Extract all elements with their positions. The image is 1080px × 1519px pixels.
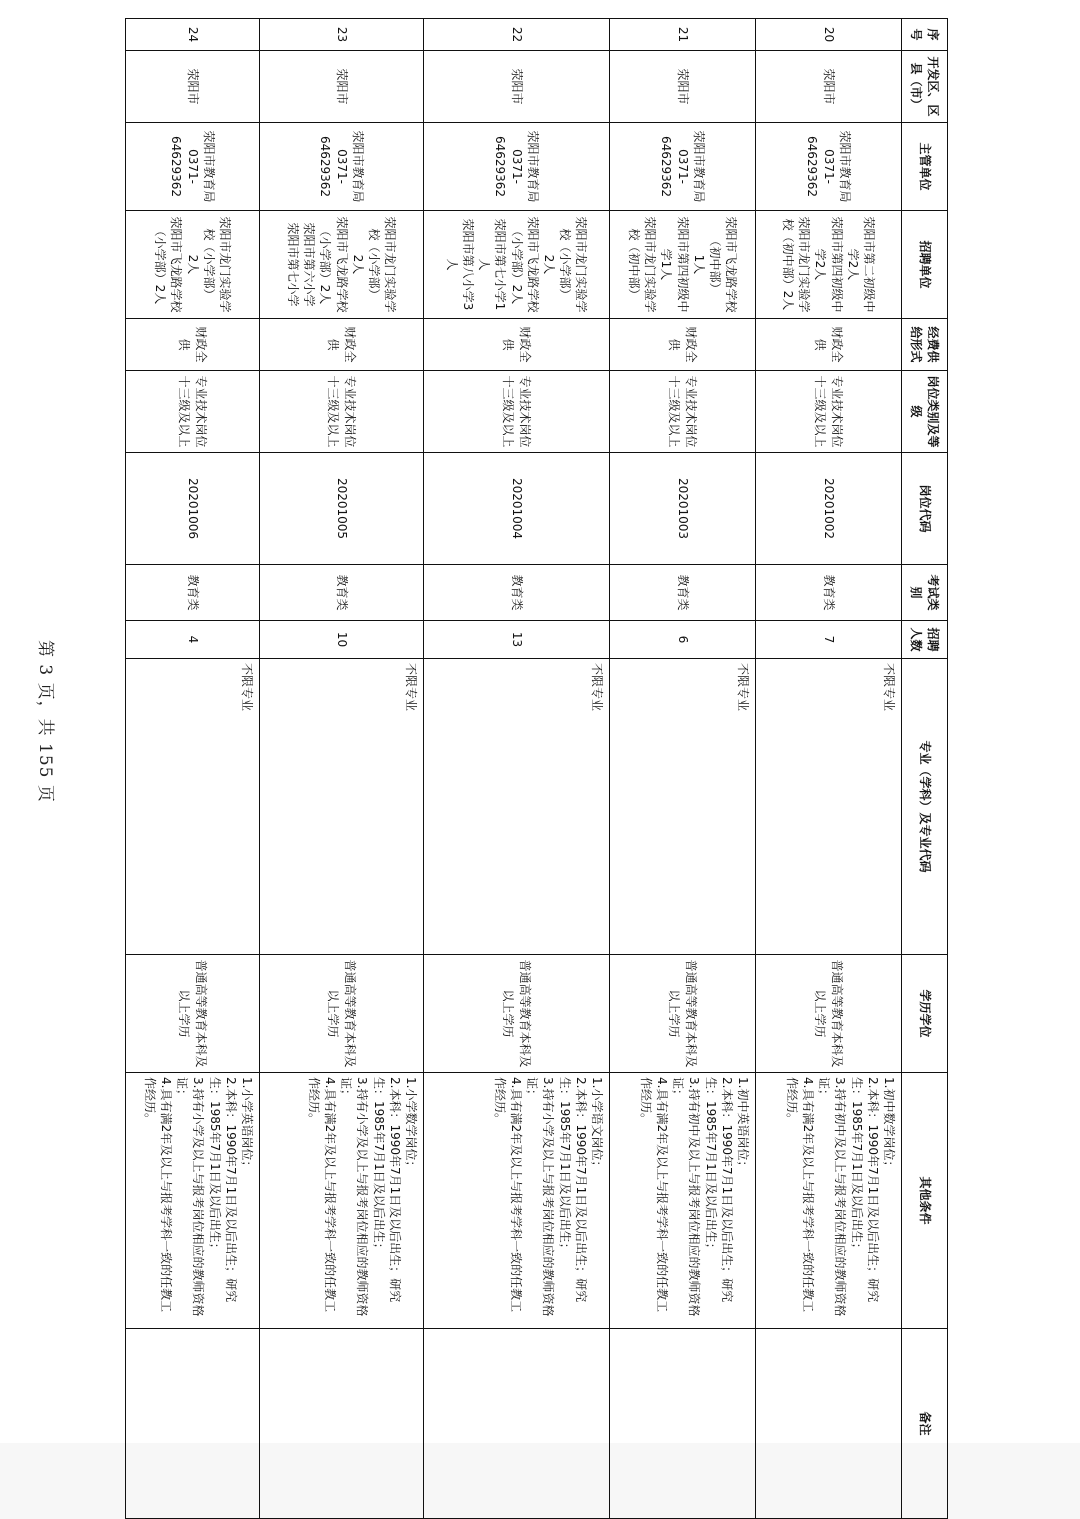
page-number: 第 3 页，共 155 页 [35, 640, 55, 803]
cell-authority: 荥阳市教育局 0371- 64629362 [126, 123, 260, 211]
cell-post-code: 20201005 [260, 453, 424, 565]
header-education: 学历学位 [902, 955, 948, 1073]
cell-post-type: 专业技术岗位十三级及以上 [424, 371, 610, 453]
cell-education: 普通高等教育本科及以上学历 [756, 955, 902, 1073]
cell-district: 荥阳市 [756, 51, 902, 123]
cell-authority: 荥阳市教育局 0371- 64629362 [260, 123, 424, 211]
cell-other: 1.小学数学岗位； 2.本科：1990年7月1日及以后出生；研究生：1985年7月1日及以后出生； 3.持有小学及以上与报考岗位相应的教师资格证； 4.具有满2年及以上与报考学科一致的任教工作经历。 [260, 1073, 424, 1329]
cell-unit: 荥阳市第二初级中学2人 荥阳市第四初级中学2人 荥阳市龙门实验学校（初中部）2人 [756, 211, 902, 319]
header-row [902, 19, 948, 1519]
header-note: 备注 [902, 1329, 948, 1519]
cell-seq: 21 [610, 19, 756, 51]
cell-education: 普通高等教育本科及以上学历 [126, 955, 260, 1073]
table-row [610, 19, 756, 1519]
cell-other: 1.小学英语岗位； 2.本科：1990年7月1日及以后出生；研究生：1985年7月1日及以后出生； 3.持有小学及以上与报考岗位相应的教师资格证； 4.具有满2年及以上与报考学科一致的任教工作经历。 [126, 1073, 260, 1329]
header-district: 开发区、区县（市） [902, 51, 948, 123]
cell-post-code: 20201003 [610, 453, 756, 565]
cell-funding: 财政全供 [126, 319, 260, 371]
cell-exam-type: 教育类 [126, 565, 260, 621]
table-row [260, 19, 424, 1519]
cell-district: 荥阳市 [260, 51, 424, 123]
header-exam-type: 考试类别 [902, 565, 948, 621]
cell-post-type: 专业技术岗位十三级及以上 [260, 371, 424, 453]
page-footer [36, 640, 76, 840]
cell-unit: 荥阳市龙门实验学校（小学部） 2人 荥阳市飞龙路学校（小学部）2人 荥阳市第七小学1人 荥阳市第八小学3人 [424, 211, 610, 319]
table-row [756, 19, 902, 1519]
cell-unit: 荥阳市龙门实验学校（小学部） 2人 荥阳市飞龙路学校（小学部）2人 荥阳市第六小学 荥阳市第七小学 [260, 211, 424, 319]
rotated-table-container [126, 18, 948, 1436]
cell-post-type: 专业技术岗位十三级及以上 [610, 371, 756, 453]
cell-unit: 荥阳市飞龙路学校（初中部） 1人 荥阳市第四初级中学1人 荥阳市龙门实验学校（初中部） [610, 211, 756, 319]
cell-note [126, 1329, 260, 1519]
cell-note [424, 1329, 610, 1519]
cell-major: 不限专业 [756, 659, 902, 955]
header-major: 专业（学科）及专业代码 [902, 659, 948, 955]
cell-unit: 荥阳市龙门实验学校（小学部） 2人 荥阳市飞龙路学校（小学部）2人 [126, 211, 260, 319]
cell-education: 普通高等教育本科及以上学历 [610, 955, 756, 1073]
cell-exam-type: 教育类 [756, 565, 902, 621]
header-funding: 经费供给形式 [902, 319, 948, 371]
cell-major: 不限专业 [260, 659, 424, 955]
cell-note [260, 1329, 424, 1519]
cell-district: 荥阳市 [424, 51, 610, 123]
cell-seq: 23 [260, 19, 424, 51]
cell-post-code: 20201002 [756, 453, 902, 565]
cell-count: 13 [424, 621, 610, 659]
recruitment-table [125, 18, 948, 1519]
cell-district: 荥阳市 [610, 51, 756, 123]
header-authority: 主管单位 [902, 123, 948, 211]
cell-education: 普通高等教育本科及以上学历 [424, 955, 610, 1073]
cell-other: 1.初中英语岗位； 2.本科：1990年7月1日及以后出生；研究生：1985年7月1日及以后出生； 3.持有初中及以上与报考岗位相应的教师资格证； 4.具有满2年及以上与报考学科一致的任教工作经历。 [610, 1073, 756, 1329]
cell-count: 6 [610, 621, 756, 659]
header-other: 其他条件 [902, 1073, 948, 1329]
cell-major: 不限专业 [424, 659, 610, 955]
cell-exam-type: 教育类 [260, 565, 424, 621]
table-row [424, 19, 610, 1519]
cell-seq: 22 [424, 19, 610, 51]
cell-count: 4 [126, 621, 260, 659]
cell-funding: 财政全供 [610, 319, 756, 371]
header-post-type: 岗位类别及等级 [902, 371, 948, 453]
cell-funding: 财政全供 [260, 319, 424, 371]
cell-funding: 财政全供 [756, 319, 902, 371]
cell-count: 10 [260, 621, 424, 659]
cell-authority: 荥阳市教育局 0371- 64629362 [424, 123, 610, 211]
cell-post-code: 20201006 [126, 453, 260, 565]
cell-major: 不限专业 [610, 659, 756, 955]
cell-post-code: 20201004 [424, 453, 610, 565]
cell-post-type: 专业技术岗位十三级及以上 [126, 371, 260, 453]
cell-funding: 财政全供 [424, 319, 610, 371]
table-row [126, 19, 260, 1519]
header-unit: 招聘单位 [902, 211, 948, 319]
cell-seq: 20 [756, 19, 902, 51]
cell-count: 7 [756, 621, 902, 659]
cell-exam-type: 教育类 [610, 565, 756, 621]
cell-major: 不限专业 [126, 659, 260, 955]
header-seq: 序号 [902, 19, 948, 51]
cell-education: 普通高等教育本科及以上学历 [260, 955, 424, 1073]
cell-other: 1.小学语文岗位； 2.本科：1990年7月1日及以后出生；研究生：1985年7月1日及以后出生； 3.持有小学及以上与报考岗位相应的教师资格证； 4.具有满2年及以上与报考学科一致的任教工作经历。 [424, 1073, 610, 1329]
cell-post-type: 专业技术岗位十三级及以上 [756, 371, 902, 453]
cell-seq: 24 [126, 19, 260, 51]
cell-district: 荥阳市 [126, 51, 260, 123]
cell-other: 1.初中数学岗位； 2.本科：1990年7月1日及以后出生；研究生：1985年7月1日及以后出生； 3.持有初中及以上与报考岗位相应的教师资格证； 4.具有满2年及以上与报考学科一致的任教工作经历。 [756, 1073, 902, 1329]
cell-note [756, 1329, 902, 1519]
cell-note [610, 1329, 756, 1519]
header-count: 招聘人数 [902, 621, 948, 659]
cell-authority: 荥阳市教育局 0371- 64629362 [610, 123, 756, 211]
cell-exam-type: 教育类 [424, 565, 610, 621]
header-post-code: 岗位代码 [902, 453, 948, 565]
cell-authority: 荥阳市教育局 0371- 64629362 [756, 123, 902, 211]
